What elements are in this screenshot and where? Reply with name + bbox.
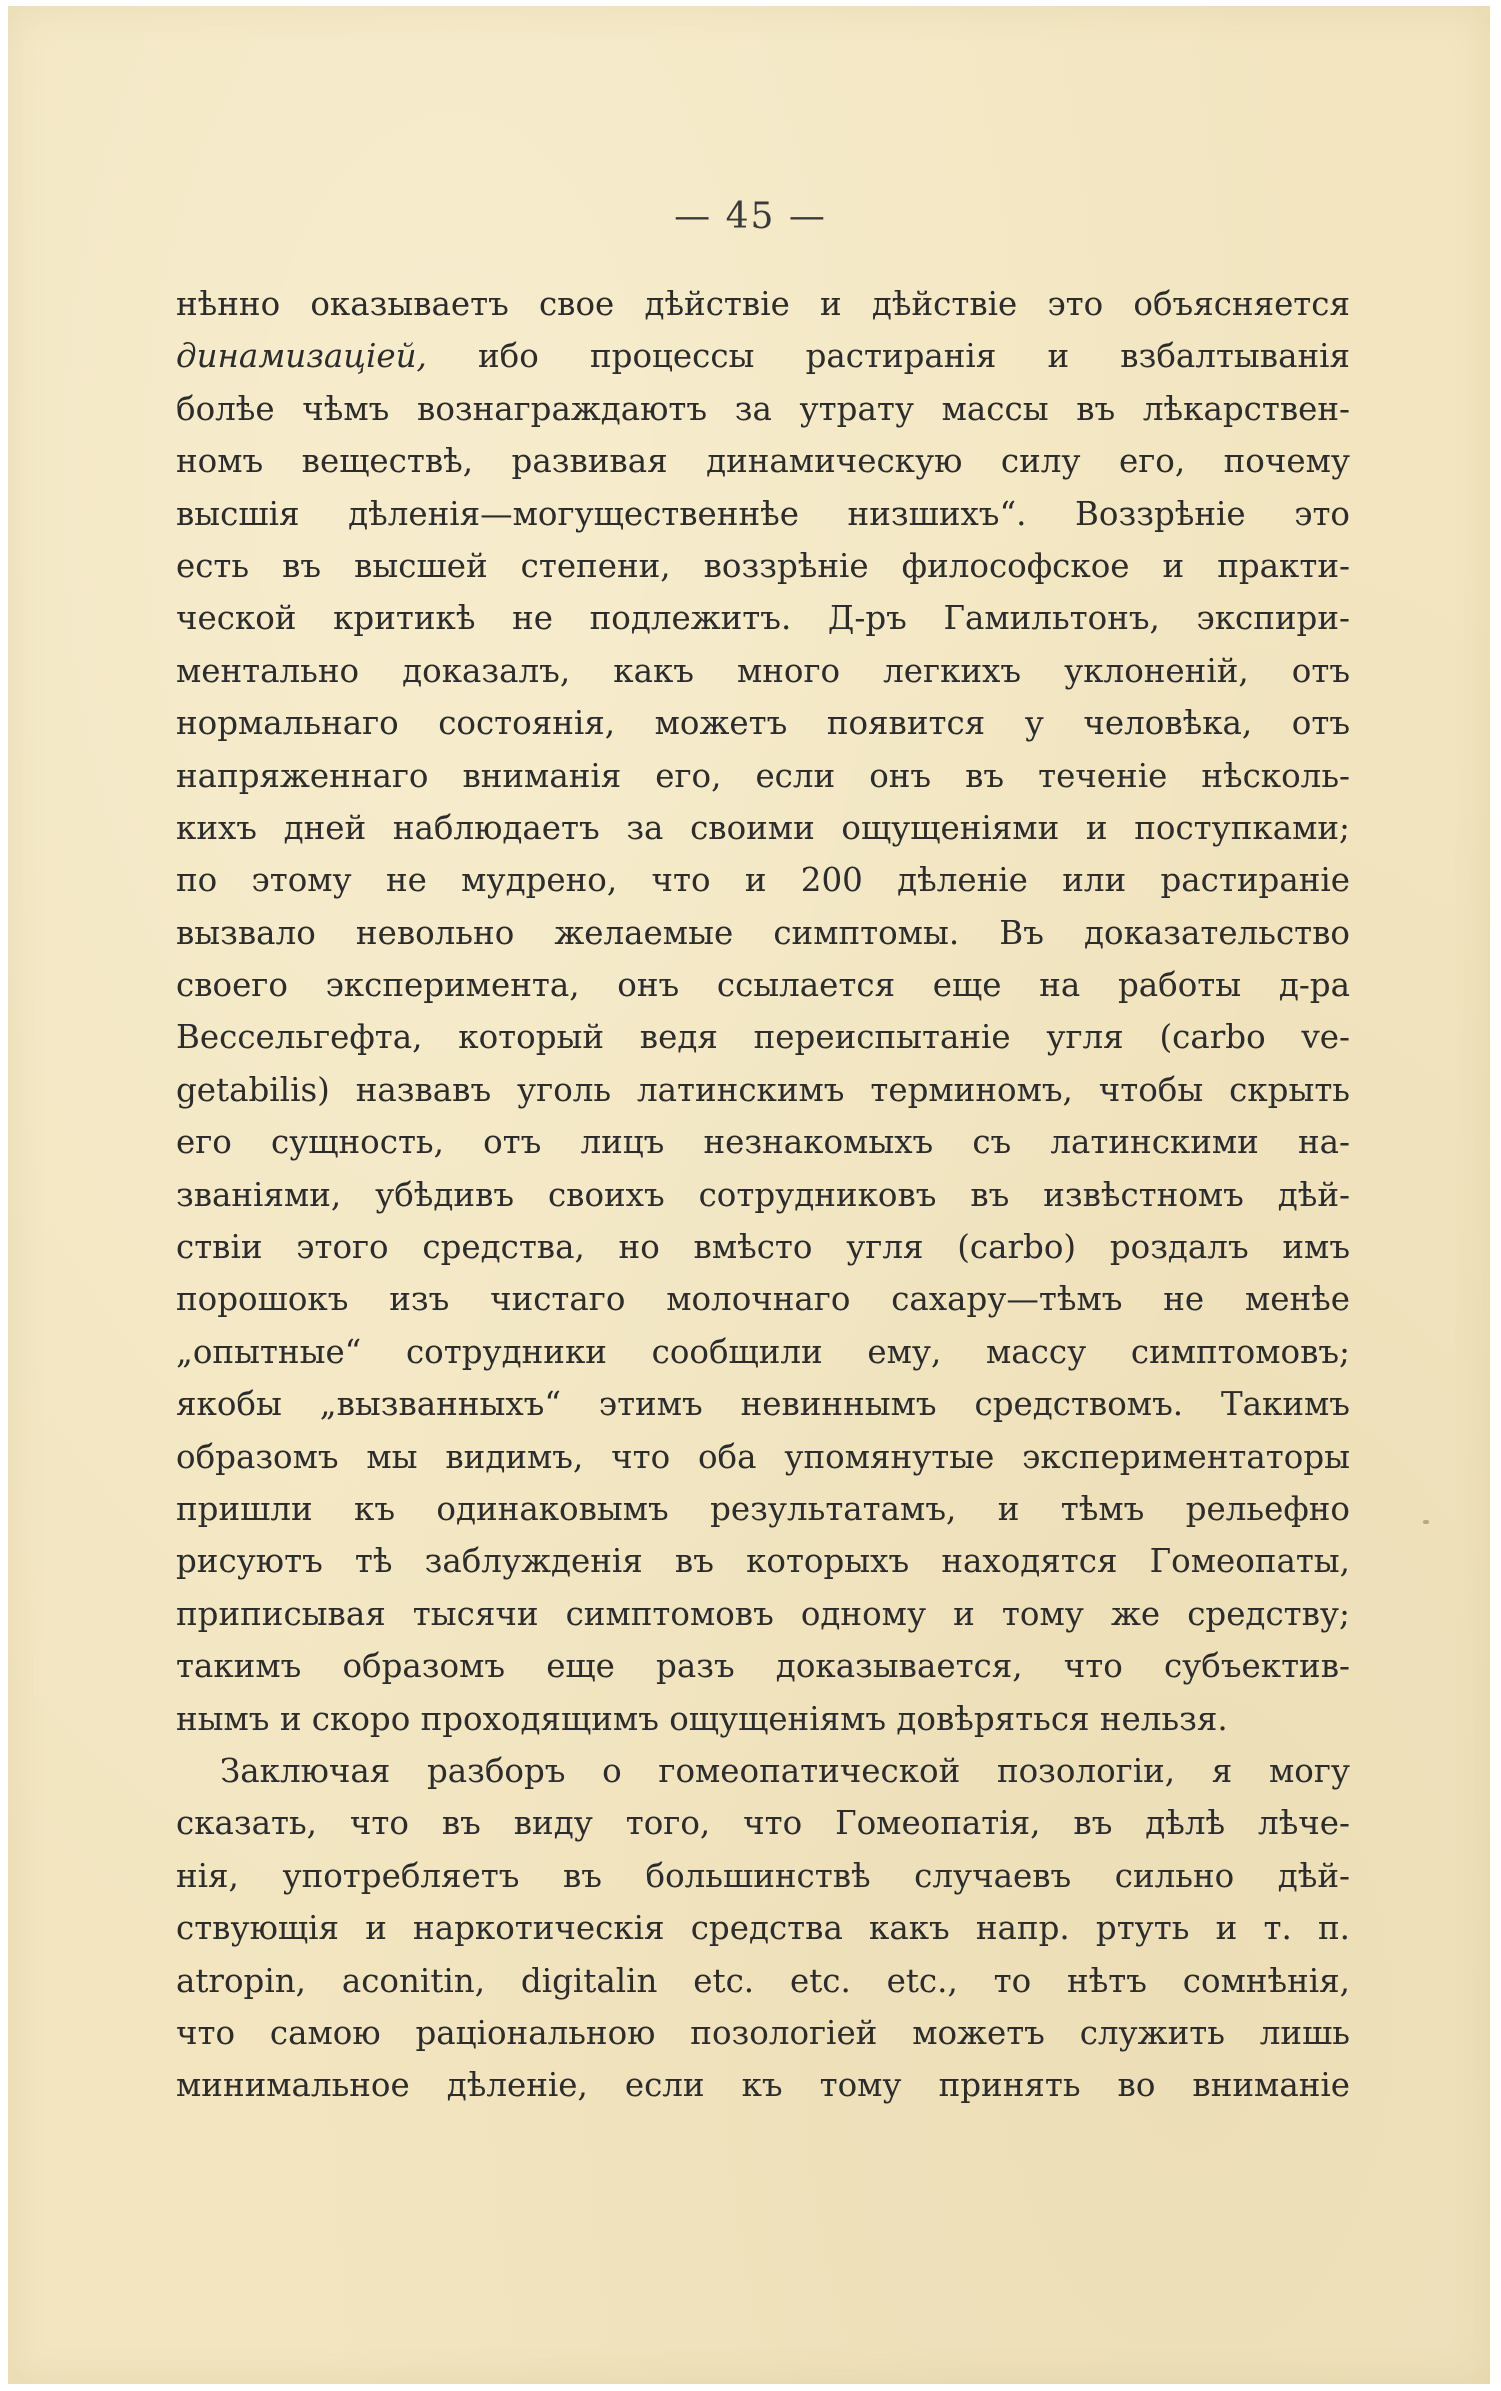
text-line: atropin, aconitin, digitalin etc. etc. etc., то нѣтъ сомнѣнія, [176,1961,1350,2000]
text-line: Вессельгефта, который ведя переиспытаніе угля (carbo ve- [176,1018,1350,1057]
text-line [176,330,1350,382]
text-line: „опытные“ сотрудники сообщили ему, массу симптомовъ; [176,1332,1350,1371]
text-line: ментально доказалъ, какъ много легкихъ уклоненій, отъ [176,651,1350,690]
text-line: якобы „вызванныхъ“ этимъ невиннымъ средствомъ. Такимъ [176,1385,1350,1424]
text-line: вызвало невольно желаемые симптомы. Въ доказательство [176,913,1350,952]
text-line: по этому не мудрено, что и 200 дѣленіе или растираніе [176,861,1350,900]
text-line: образомъ мы видимъ, что оба упомянутые экспериментаторы [176,1437,1350,1476]
text-line: есть въ высшей степени, воззрѣніе философское и практи- [176,546,1350,585]
text-line: пришли къ одинаковымъ результатамъ, и тѣмъ рельефно [176,1489,1350,1528]
text-line: нѣнно оказываетъ свое дѣйствіе и дѣйствіе это объясняется [176,285,1350,323]
text-line: своего эксперимента, онъ ссылается еще на работы д-ра [176,966,1350,1005]
text-line: порошокъ изъ чистаго молочнаго сахару—тѣмъ не менѣе [176,1280,1350,1319]
text-line: ствующія и наркотическія средства какъ напр. ртуть и т. п. [176,1909,1350,1948]
text-line: что самою раціональною позологіей можетъ служить лишь [176,2013,1350,2052]
text-line: минимальное дѣленіе, если къ тому принять во вниманіе [176,2066,1350,2105]
text-line: напряженнаго вниманія его, если онъ въ теченіе нѣсколь- [176,756,1350,795]
emphasis-word: динамизаціей, [176,337,427,376]
text-line: его сущность, отъ лицъ незнакомыхъ съ латинскими на- [176,1123,1350,1162]
body-text [176,278,1350,2112]
text-line: болѣе чѣмъ вознаграждаютъ за утрату массы въ лѣкарствен- [176,389,1350,428]
text-line: приписывая тысячи симптомовъ одному и тому же средству; [176,1594,1350,1633]
text-line: высшія дѣленія—могущественнѣе низшихъ“. Воззрѣніе это [176,494,1350,533]
text-line: нормальнаго состоянія, можетъ появится у человѣка, отъ [176,704,1350,743]
text-line: ствіи этого средства, но вмѣсто угля (carbo) роздалъ имъ [176,1228,1350,1267]
paper-speck [1423,1520,1429,1524]
text-line: Заключая разборъ о гомеопатической позологіи, я могу [220,1751,1350,1790]
page-number: — 45 — [674,196,827,237]
text-line: getabilis) назвавъ уголь латинскимъ терминомъ, чтобы скрыть [176,1070,1350,1109]
text-line: званіями, убѣдивъ своихъ сотрудниковъ въ извѣстномъ дѣй- [176,1175,1350,1214]
text-line-rest: ибо процессы растиранія и взбалтыванія [426,337,1350,376]
text-line: сказать, что въ виду того, что Гомеопатія, въ дѣлѣ лѣче- [176,1804,1350,1843]
text-line: нымъ и скоро проходящимъ ощущеніямъ довѣряться нельзя. [176,1699,1228,1738]
text-line: номъ веществѣ, развивая динамическую силу его, почему [176,442,1350,481]
text-line: рисуютъ тѣ заблужденія въ которыхъ находятся Гомеопаты, [176,1542,1350,1581]
text-line: нія, употребляетъ въ большинствѣ случаевъ сильно дѣй- [176,1856,1350,1895]
text-line: такимъ образомъ еще разъ доказывается, что субъектив- [176,1647,1350,1686]
text-line: ческой критикѣ не подлежитъ. Д-ръ Гамильтонъ, экспири- [176,599,1350,638]
text-line: кихъ дней наблюдаетъ за своими ощущеніями и поступками; [176,808,1350,847]
